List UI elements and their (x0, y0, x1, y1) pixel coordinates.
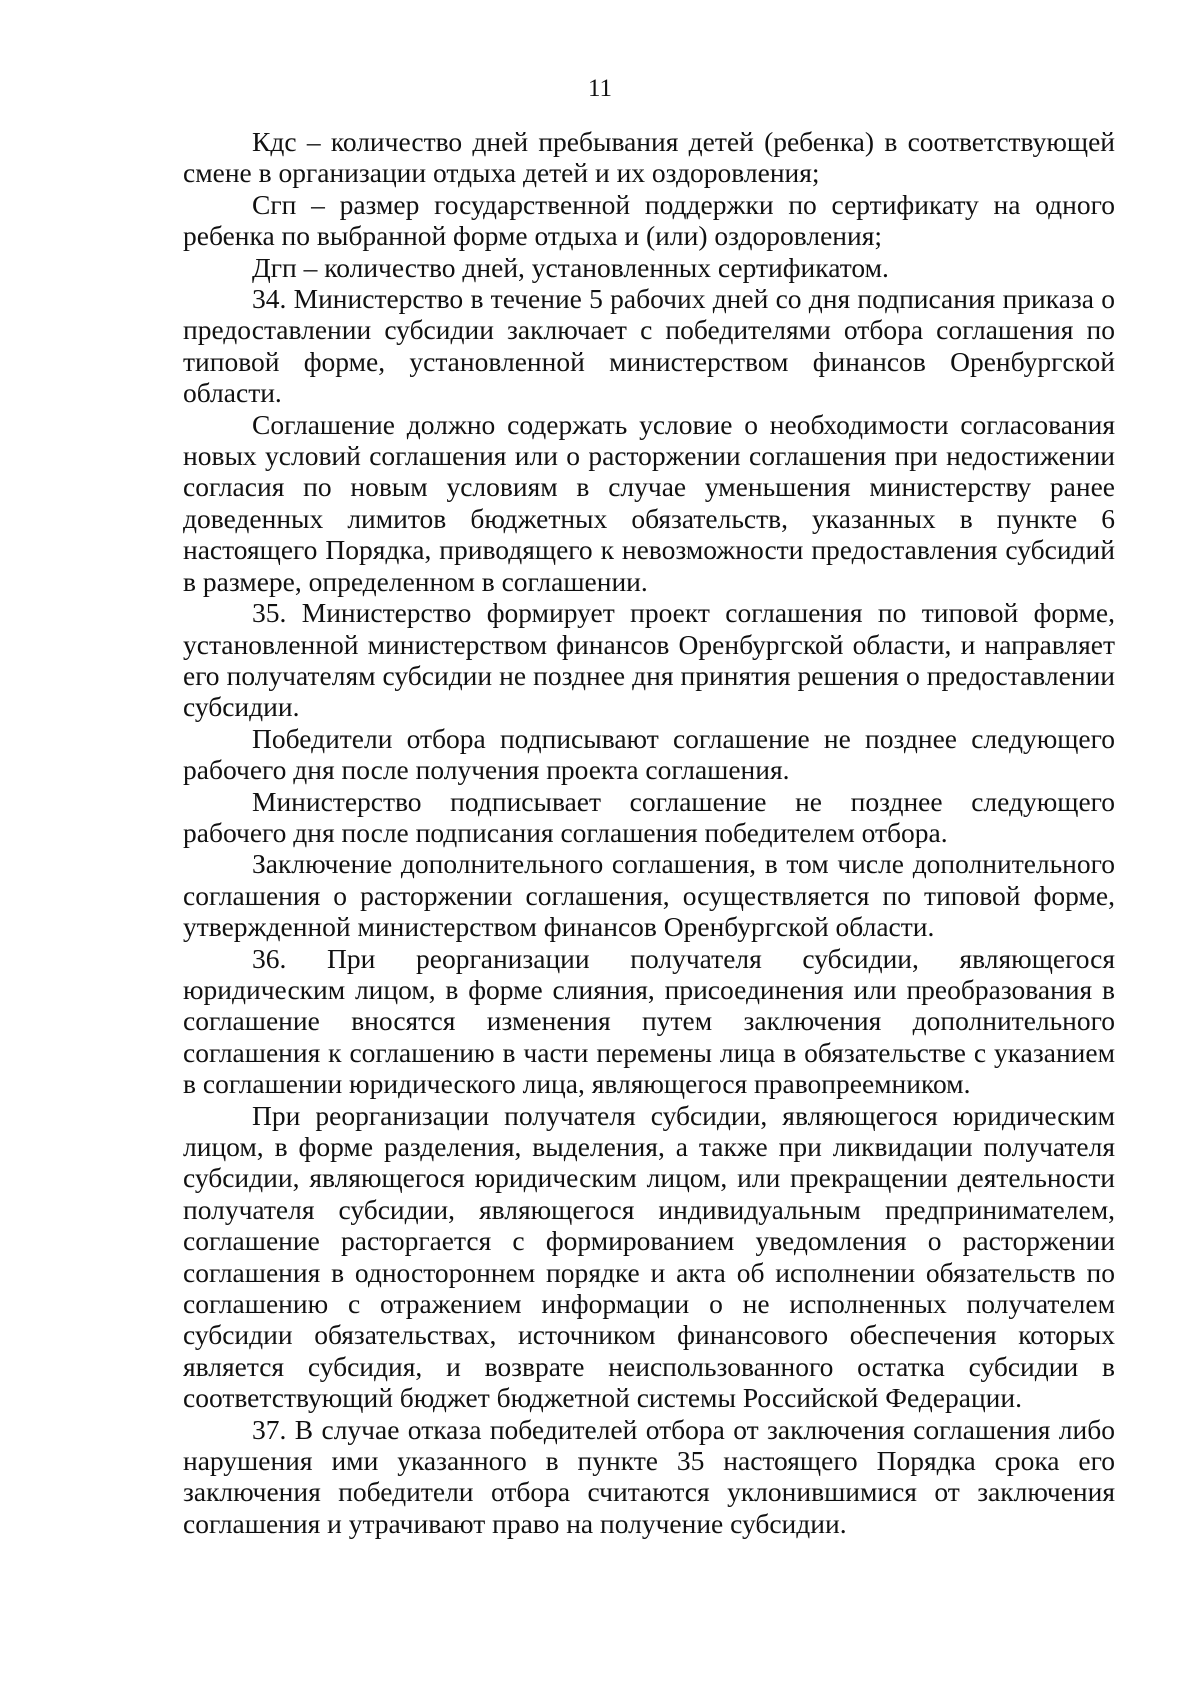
paragraph-clause-34: 34. Министерство в течение 5 рабочих дней со дня подписания приказа о предоставлении субсидии заключает с победителями отбора соглашения по типовой форме, установленной министерством финансов Оренбургской области. (183, 283, 1115, 409)
paragraph-clause-35: 35. Министерство формирует проект соглашения по типовой форме, установленной министерством финансов Оренбургской области, и направляет его получателям субсидии не позднее дня принятия решения о предоставлении субсидии. (183, 597, 1115, 723)
paragraph-kds-definition: Кдс – количество дней пребывания детей (ребенка) в соответствующей смене в организации отдыха детей и их оздоровления; (183, 126, 1115, 189)
paragraph-agreement-conditions: Соглашение должно содержать условие о необходимости согласования новых условий соглашения или о расторжении соглашения при недостижении согласия по новым условиям в случае уменьшения министерству ранее доведенных лимитов бюджетных обязательств, указанных в пункте 6 настоящего Порядка, приводящего к невозможности предоставления субсидий в размере, определенном в соглашении. (183, 408, 1115, 597)
document-body (183, 126, 1115, 1539)
paragraph-clause-37: 37. В случае отказа победителей отбора от заключения соглашения либо нарушения ими указанного в пункте 35 настоящего Порядка срока его заключения победители отбора считаются уклонившимися от заключения соглашения и утрачивают право на получение субсидии. (183, 1413, 1115, 1539)
paragraph-ministry-signs: Министерство подписывает соглашение не позднее следующего рабочего дня после подписания соглашения победителем отбора. (183, 785, 1115, 848)
page-number: 11 (587, 75, 613, 102)
paragraph-dgp-definition: Дгп – количество дней, установленных сертификатом. (252, 251, 889, 283)
paragraph-additional-agreement: Заключение дополнительного соглашения, в том числе дополнительного соглашения о расторжении соглашения, осуществляется по типовой форме, утвержденной министерством финансов Оренбургской области. (183, 848, 1115, 943)
paragraph-clause-36: 36. При реорганизации получателя субсидии, являющегося юридическим лицом, в форме слияния, присоединения или преобразования в соглашение вносятся изменения путем заключения дополнительного соглашения к соглашению в части перемены лица в обязательстве с указанием в соглашении юридического лица, являющегося правопреемником. (183, 942, 1115, 1100)
paragraph-winners-sign: Победители отбора подписывают соглашение не позднее следующего рабочего дня после получения проекта соглашения. (183, 722, 1115, 786)
paragraph-reorganization-termination: При реорганизации получателя субсидии, являющегося юридическим лицом, в форме разделения, выделения, а также при ликвидации получателя субсидии, являющегося юридическим лицом, или прекращении деятельности получателя субсидии, являющегося индивидуальным предпринимателем, соглашение расторгается с формированием уведомления о расторжении соглашения в одностороннем порядке и акта об исполнении обязательств по соглашению с отражением информации о не исполненных получателем субсидии обязательствах, источником финансового обеспечения которых является субсидия, и возврате неиспользованного остатка субсидии в соответствующий бюджет бюджетной системы Российской Федерации. (183, 1099, 1115, 1414)
paragraph-sgp-definition: Сгп – размер государственной поддержки по сертификату на одного ребенка по выбранной форме отдыха и (или) оздоровления; (183, 188, 1115, 252)
